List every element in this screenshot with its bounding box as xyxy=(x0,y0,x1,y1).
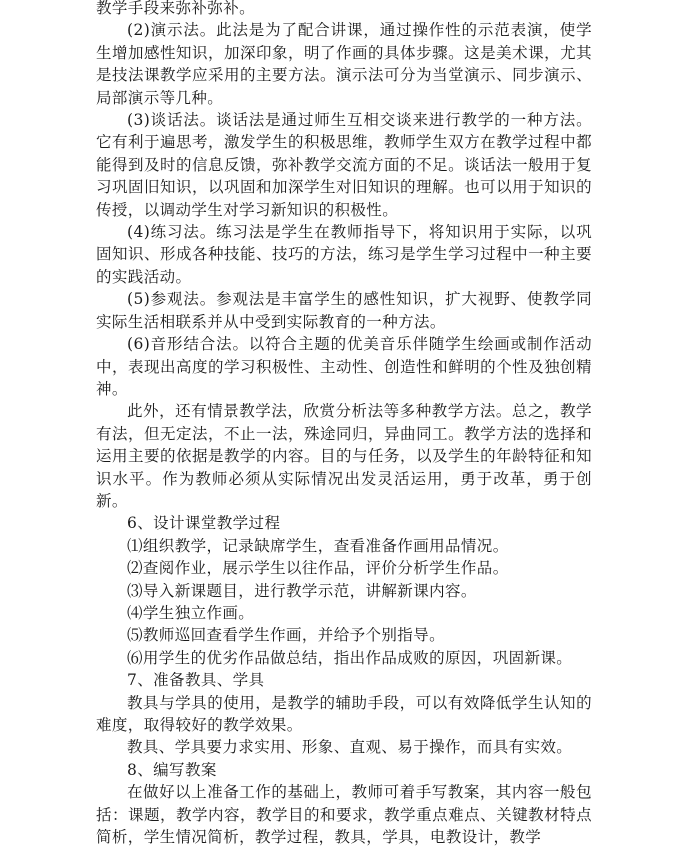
step-item-3: ⑶导入新课题目，进行教学示范，讲解新课内容。 xyxy=(127,581,477,600)
section-heading-6: 6、设计课堂教学过程 xyxy=(127,514,281,533)
paragraph-teaching-aids: 教具与学具的使用，是教学的辅助手段，可以有效降低学生认知的难度，取得较好的教学效果。 xyxy=(96,693,592,734)
paragraph-aids-requirements: 教具、学具要力求实用、形象、直观、易于操作，而具有实效。 xyxy=(127,738,573,757)
step-item-4: ⑷学生独立作画。 xyxy=(127,603,255,622)
paragraph-continuation: 教学手段来弥补弥补。 xyxy=(96,0,256,17)
paragraph-other-methods: 此外，还有情景教学法，欣赏分析法等多种教学方法。总之，教学有法，但无定法，不止一法，殊途同归，异曲同工。教学方法的选择和运用主要的依据是教学的内容。目的与任务，以及学生的年龄特征和知识水平。作为教师必须从实际情况出发灵活运用，勇于改革，勇于创新。 xyxy=(96,402,592,510)
paragraph-conversation-method: (3)谈话法。谈话法是通过师生互相交谈来进行教学的一种方法。它有利于遍思考，激发学生的积极思维，教师学生双方在教学过程中都能得到及时的信息反馈，弥补教学交流方面的不足。谈话法一般用于复习巩固旧知识，以巩固和加深学生对旧知识的理解。也可以用于知识的传授，以调动学生对学习新知识的积极性。 xyxy=(96,111,592,219)
section-heading-8: 8、编写教案 xyxy=(127,760,217,779)
step-item-5: ⑸教师巡回查看学生作画，并给予个别指导。 xyxy=(127,626,446,645)
paragraph-visit-method: (5)参观法。参观法是丰富学生的感性知识，扩大视野、使教学同实际生活相联系并从中受到实际教育的一种方法。 xyxy=(96,290,592,331)
paragraph-lesson-plan: 在做好以上准备工作的基础上，教师可着手写教案，其内容一般包括：课题，教学内容，教学目的和要求，教学重点难点、关键教材特点简析，学生情况简析，教学过程，教具，学具，电教设计，教学 xyxy=(96,783,592,847)
step-item-1: ⑴组织教学，记录缺席学生，查看准备作画用品情况。 xyxy=(127,536,509,555)
paragraph-practice-method: (4)练习法。练习法是学生在教师指导下，将知识用于实际，以巩固知识、形成各种技能、技巧的方法，练习是学生学习过程中一种主要的实践活动。 xyxy=(96,223,592,286)
section-heading-7: 7、准备教具、学具 xyxy=(127,671,265,690)
step-item-6: ⑹用学生的优劣作品做总结，指出作品成败的原因，巩固新课。 xyxy=(127,648,573,667)
step-item-2: ⑵查阅作业，展示学生以往作品，评价分析学生作品。 xyxy=(127,559,509,578)
paragraph-demonstration-method: (2)演示法。此法是为了配合讲课，通过操作性的示范表演，使学生增加感性知识，加深印象，明了作画的具体步骤。这是美术课，尤其是技法课教学应采用的主要方法。演示法可分为当堂演示、同步演示、局部演示等几种。 xyxy=(96,21,592,107)
paragraph-music-image-method: (6)音形结合法。以符合主题的优美音乐伴随学生绘画或制作活动中，表现出高度的学习积极性、主动性、创造性和鲜明的个性及独创精神。 xyxy=(96,335,592,398)
document-body xyxy=(96,0,592,848)
